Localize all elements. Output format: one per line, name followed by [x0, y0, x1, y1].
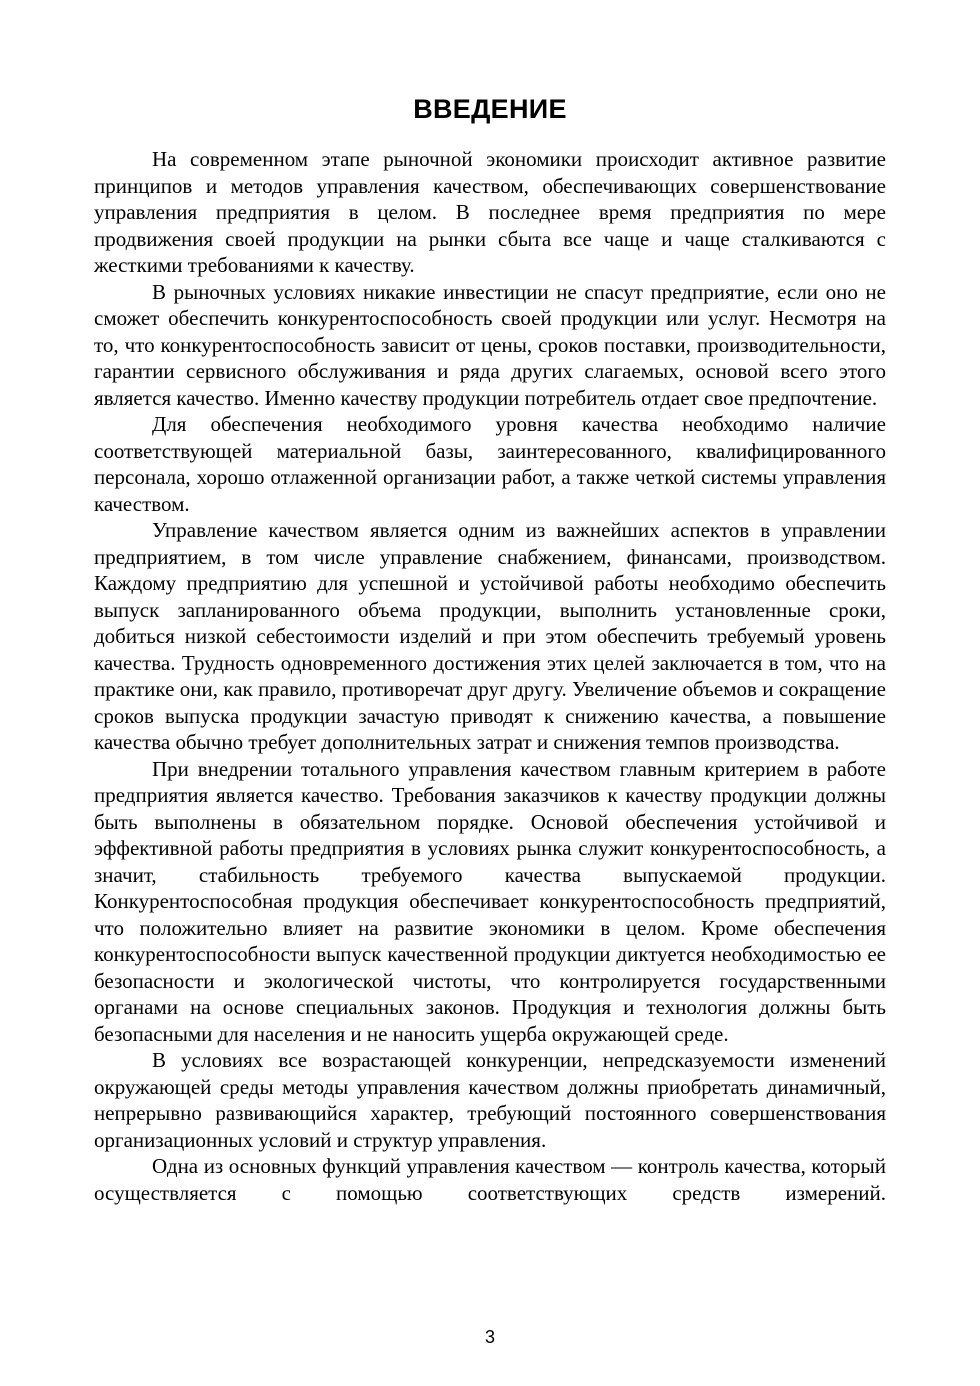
paragraph-1: На современном этапе рыночной экономики происходит активное развитие принципов и методов управления качеством, обеспечивающих совершенствование управления предприятия в целом. В последнее время предприятия по мере продвижения своей продукции на рынки сбыта все чаще и чаще сталкиваются с жесткими требованиями к качеству. [94, 147, 886, 277]
page-title: ВВЕДЕНИЕ [413, 94, 567, 124]
paragraph-3: Для обеспечения необходимого уровня качества необходимо наличие соответствующей материальной базы, заинтересованного, квалифицированного персонала, хорошо отлаженной организации работ, а также четкой системы управления качеством. [94, 412, 886, 516]
paragraph-4: Управление качеством является одним из важнейших аспектов в управлении предприятием, в том числе управление снабжением, финансами, производством. Каждому предприятию для успешной и устойчивой работы необходимо обеспечить выпуск запланированного объема продукции, выполнить установленные сроки, добиться низкой себестоимости изделий и при этом обеспечить требуемый уровень качества. Трудность одновременного достижения этих целей заключается в том, что на практике они, как правило, противоречат друг другу. Увеличение объемов и сокращение сроков выпуска продукции зачастую приводят к снижению качества, а повышение качества обычно требует дополнительных затрат и снижения темпов производства. [94, 518, 886, 754]
paragraph-7: Одна из основных функций управления качеством — контроль качества, который осуществляется с помощью соответствующих средств измерений. [94, 1154, 886, 1205]
page-number: 3 [484, 1327, 495, 1347]
paragraph-5: При внедрении тотального управления качеством главным критерием в работе предприятия является качество. Требования заказчиков к качеству продукции должны быть выполнены в обязательном порядке. Основой обеспечения устойчивой и эффективной работы предприятия в условиях рынка служит конкурентоспособность, а значит, стабильность требуемого качества выпускаемой продукции. Конкурентоспособная продукция обеспечивает конкурентоспособность предприятий, что положительно влияет на развитие экономики в целом. Кроме обеспечения конкурентоспособности выпуск качественной продукции диктуется необходимостью ее безопасности и экологической чистоты, что контролируется государственными органами на основе специальных законов. Продукция и технология должны быть безопасными для населения и не наносить ущерба окружающей среде. [94, 756, 886, 1046]
body-text [94, 146, 886, 1206]
paragraph-2: В рыночных условиях никакие инвестиции не спасут предприятие, если оно не сможет обеспечить конкурентоспособность своей продукции или услуг. Несмотря на то, что конкурентоспособность зависит от цены, сроков поставки, производительности, гарантии сервисного обслуживания и ряда других слагаемых, основой всего этого является качество. Именно качеству продукции потребитель отдает свое предпочтение. [94, 279, 886, 410]
paragraph-6: В условиях все возрастающей конкуренции, непредсказуемости изменений окружающей среды методы управления качеством должны приобретать динамичный, непрерывно развивающийся характер, требующий постоянного совершенствования организационных условий и структур управления. [94, 1048, 886, 1152]
